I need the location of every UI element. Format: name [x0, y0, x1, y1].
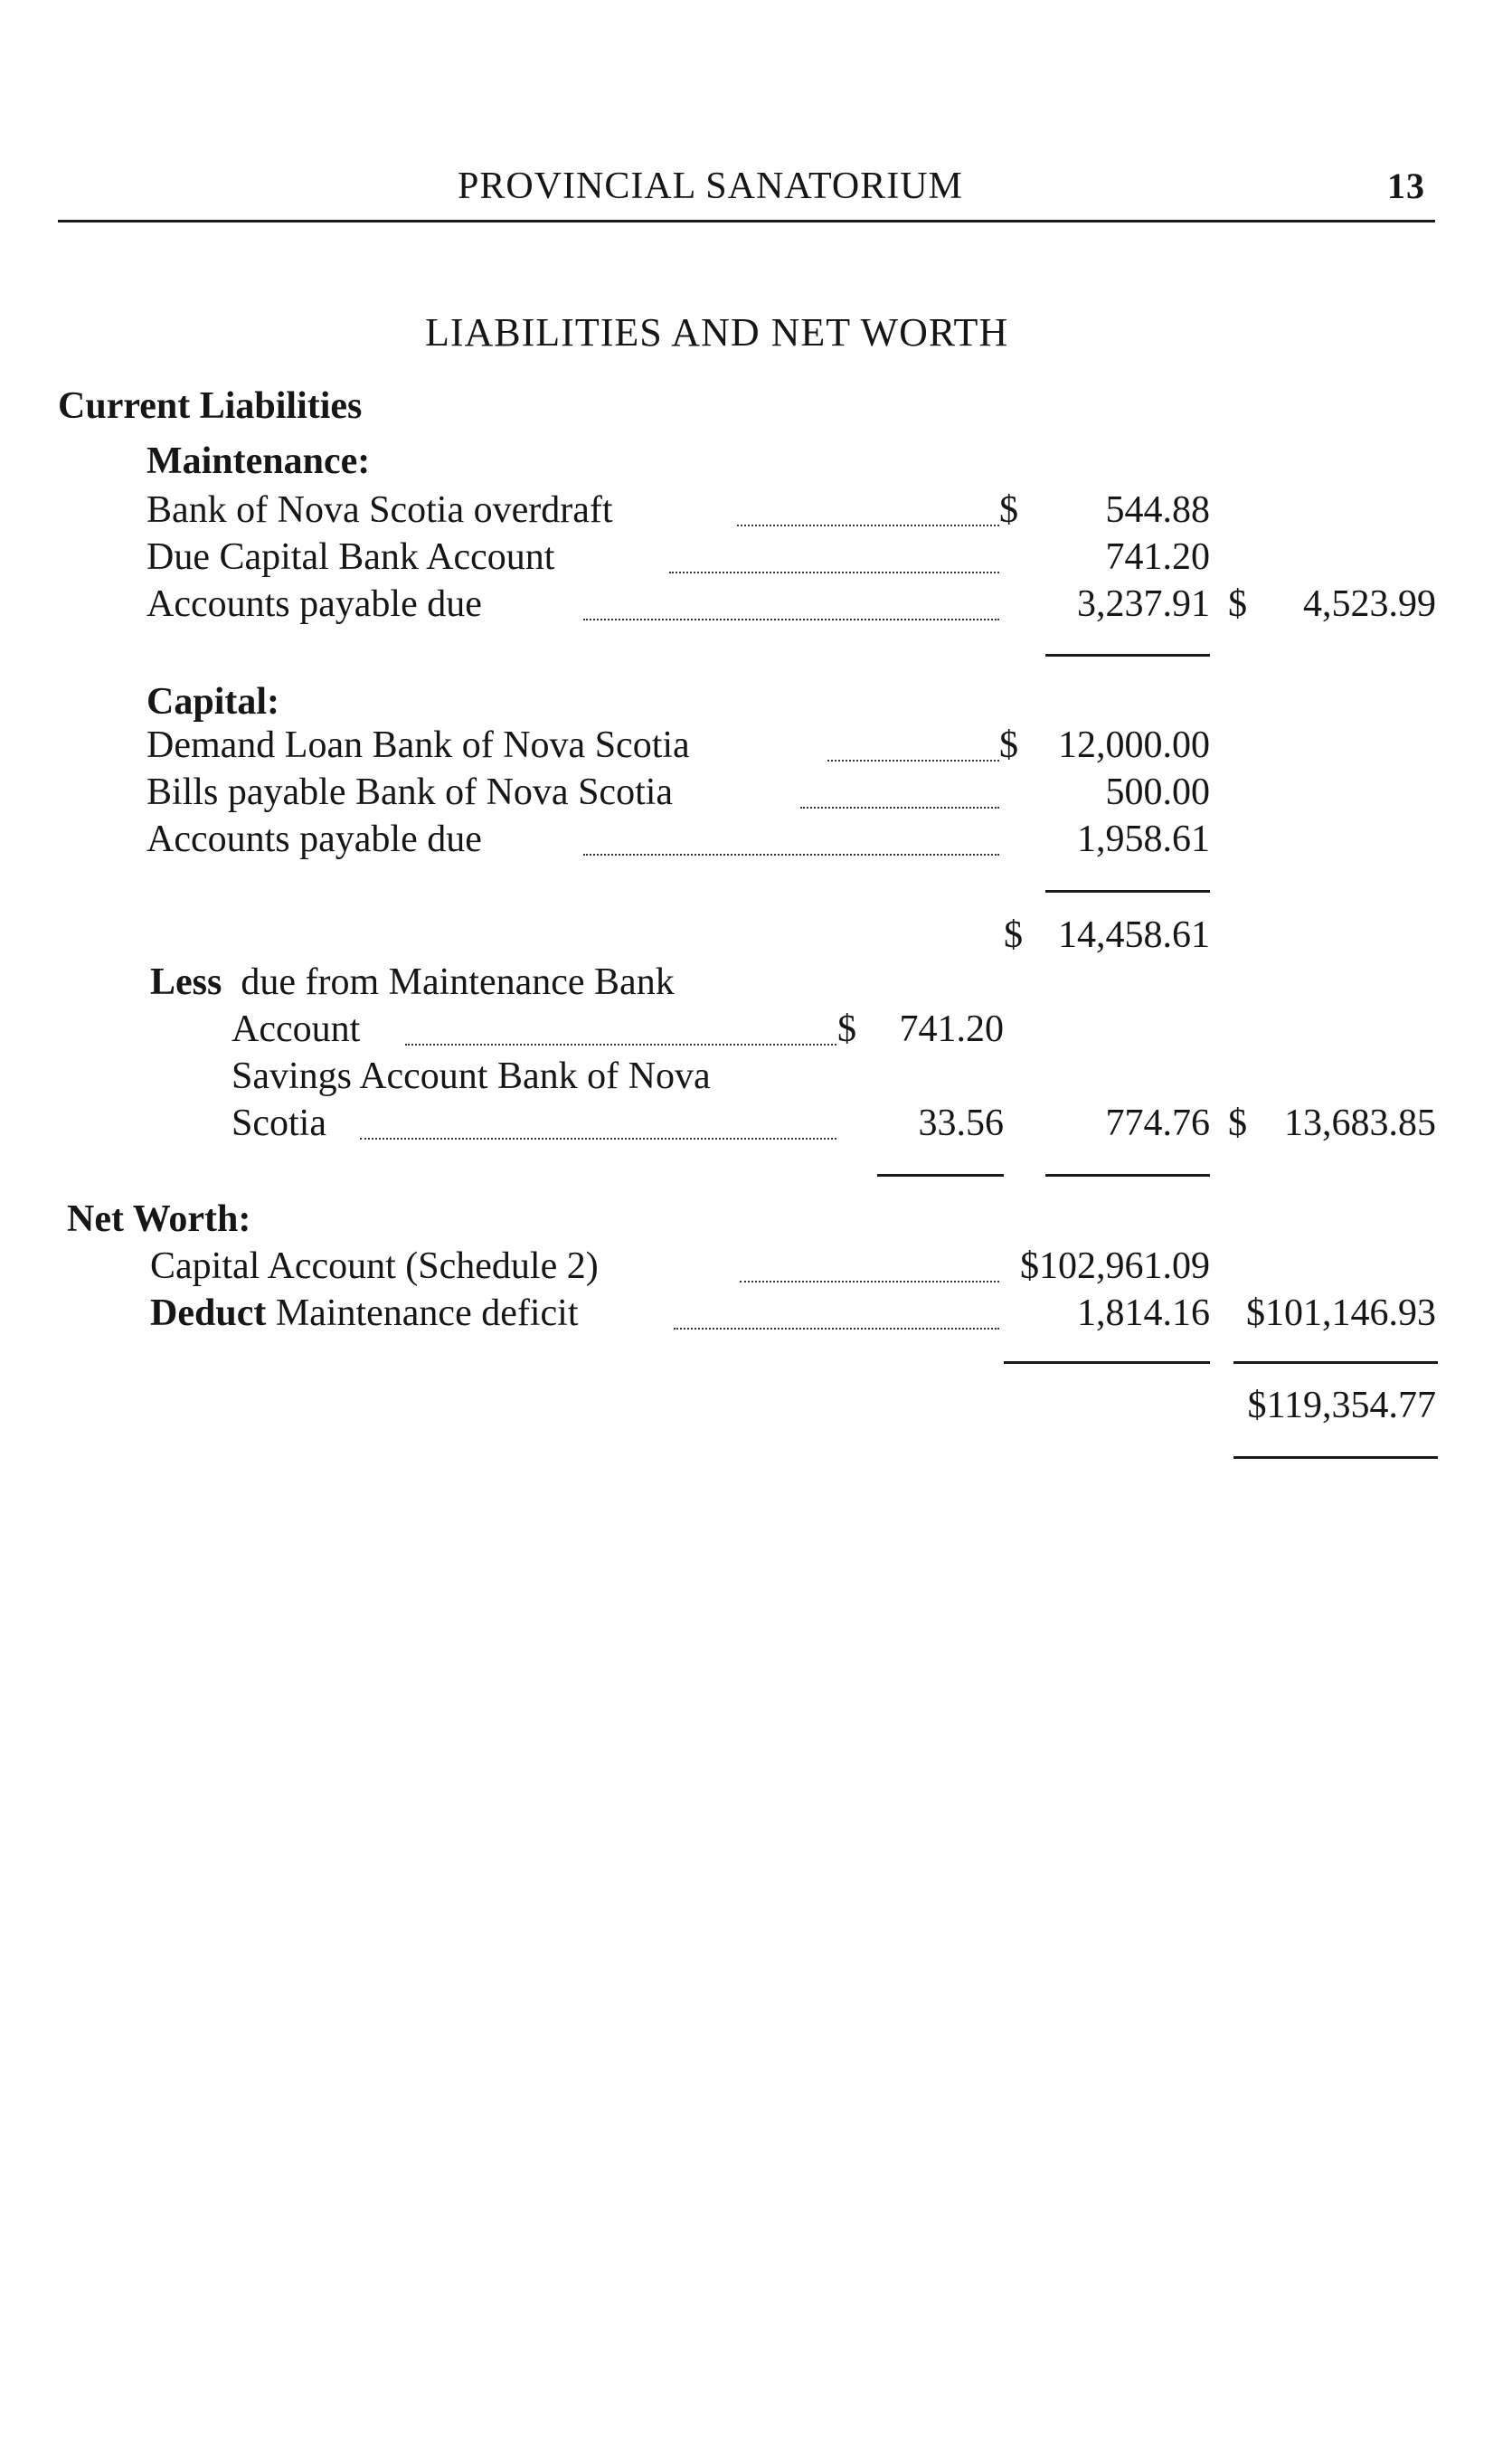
current-liabilities-heading: Current Liabilities: [58, 385, 363, 427]
leader-dots: [583, 619, 999, 620]
leader-dots: [800, 807, 999, 809]
maintenance-row-label: Due Capital Bank Account: [146, 536, 555, 578]
header-rule: [58, 220, 1435, 222]
underline: [1045, 890, 1210, 893]
capital-row-amount: 1,958.61: [1077, 819, 1210, 860]
less-heading: [150, 961, 675, 1004]
maintenance-row-amount: 741.20: [1105, 536, 1210, 578]
less-account-amount: 741.20: [899, 1008, 1004, 1050]
section-title: LIABILITIES AND NET WORTH: [425, 310, 1009, 355]
leader-dots: [669, 572, 999, 573]
dollar-sign: $: [1228, 583, 1247, 625]
leader-dots: [405, 1044, 836, 1046]
capital-row-label: Bills payable Bank of Nova Scotia: [146, 771, 674, 813]
underline: [1045, 1174, 1210, 1177]
grand-total: $119,354.77: [1247, 1385, 1436, 1426]
maintenance-heading: Maintenance:: [146, 440, 371, 482]
less-word: Less: [150, 961, 222, 1003]
net-worth-capital-label: Capital Account (Schedule 2): [150, 1245, 599, 1287]
underline: [877, 1174, 1004, 1177]
underline: [1045, 654, 1210, 657]
page-number: 13: [1387, 166, 1425, 206]
less-savings-label: Savings Account Bank of Nova: [232, 1055, 711, 1097]
net-worth-deduct: [150, 1292, 579, 1335]
leader-dots: [583, 854, 999, 856]
leader-dots: [737, 525, 999, 526]
capital-subtotal: 14,458.61: [1058, 914, 1210, 956]
net-worth-capital-amount: $102,961.09: [1020, 1245, 1210, 1287]
capital-row-label: Demand Loan Bank of Nova Scotia: [146, 724, 690, 766]
maintenance-row-amount: 544.88: [1105, 489, 1210, 531]
leader-dots: [827, 760, 999, 762]
dollar-sign: $: [999, 489, 1018, 531]
dollar-sign: $: [1004, 914, 1023, 956]
capital-net-total: 13,683.85: [1284, 1103, 1436, 1144]
dollar-sign: $: [999, 724, 1018, 766]
deduct-word: Deduct: [150, 1292, 267, 1334]
leader-dots: [674, 1328, 999, 1330]
less-savings-label-cont: Scotia: [232, 1103, 326, 1144]
maintenance-row-label: Bank of Nova Scotia overdraft: [146, 489, 613, 531]
capital-heading: Capital:: [146, 681, 279, 723]
less-heading-text: due from Maintenance Bank: [241, 961, 675, 1003]
maintenance-total: 4,523.99: [1303, 583, 1436, 625]
capital-row-amount: 500.00: [1105, 771, 1210, 813]
less-account-label: Account: [232, 1008, 361, 1050]
underline: [1233, 1456, 1438, 1459]
dollar-sign: $: [1228, 1103, 1247, 1144]
underline: [1233, 1361, 1438, 1364]
leader-dots: [740, 1281, 999, 1283]
underline: [1004, 1361, 1210, 1364]
capital-row-label: Accounts payable due: [146, 819, 482, 860]
maintenance-row-amount: 3,237.91: [1077, 583, 1210, 625]
dollar-sign: $: [837, 1008, 856, 1050]
net-worth-total: $101,146.93: [1246, 1292, 1436, 1334]
less-total: 774.76: [1105, 1103, 1210, 1144]
less-savings-amount: 33.56: [918, 1103, 1004, 1144]
leader-dots: [360, 1138, 836, 1140]
capital-row-amount: 12,000.00: [1058, 724, 1210, 766]
maintenance-row-label: Accounts payable due: [146, 583, 482, 625]
net-worth-deduct-amount: 1,814.16: [1077, 1292, 1210, 1334]
deduct-label: Maintenance deficit: [275, 1292, 579, 1334]
page-header-title: PROVINCIAL SANATORIUM: [458, 166, 963, 207]
net-worth-heading: Net Worth:: [67, 1198, 251, 1240]
